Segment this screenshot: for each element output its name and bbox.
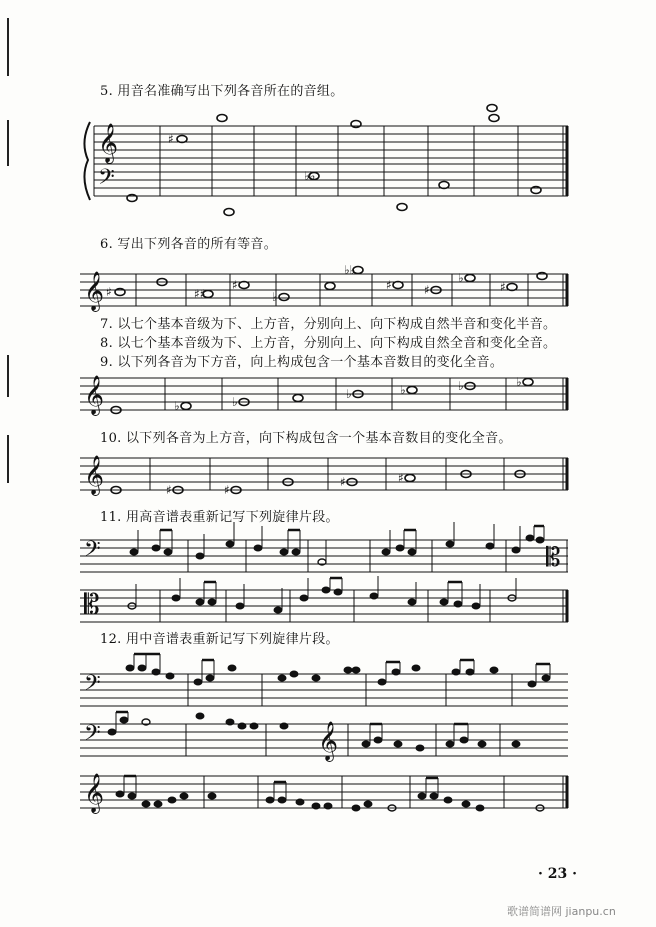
melody-notes <box>108 522 550 811</box>
svg-text:♯: ♯ <box>106 285 112 299</box>
svg-text:♭: ♭ <box>272 290 278 304</box>
ex11-staff-1 <box>80 540 568 572</box>
svg-text:♭♭: ♭♭ <box>304 169 316 183</box>
exercise-8-heading: 8. 以七个基本音级为下、上方音，分别向上、向下构成自然全音和变化全音。 <box>100 336 557 351</box>
svg-text:♯: ♯ <box>424 283 430 297</box>
svg-text:♯: ♯ <box>168 132 174 146</box>
exercise-10-heading: 10. 以下列各音为上方音，向下构成包含一个基本音数目的变化全音。 <box>100 431 512 446</box>
accidentals <box>106 132 522 497</box>
exercise-9-heading: 9. 以下列各音为下方音，向上构成包含一个基本音数目的变化全音。 <box>100 355 504 370</box>
exercise-11-heading: 11. 用高音谱表重新记写下列旋律片段。 <box>100 510 339 525</box>
svg-text:♯: ♯ <box>386 278 392 292</box>
svg-text:♯: ♯ <box>398 471 404 485</box>
whole-notes <box>111 105 547 494</box>
alto-clef-icon: 𝄡 <box>546 543 561 573</box>
exercise-7-heading: 7. 以七个基本音级为下、上方音，分别向上、向下构成自然半音和变化半音。 <box>100 317 557 332</box>
alto-clef-icon: 𝄡 <box>84 588 100 621</box>
ex5-bass-staff <box>94 164 568 196</box>
svg-text:♯: ♯ <box>500 280 506 294</box>
svg-text:♯: ♯ <box>224 483 230 497</box>
bass-clef-icon: 𝄢 <box>84 671 101 701</box>
treble-clef-icon: 𝄞 <box>84 455 105 495</box>
treble-clef-icon: 𝄞 <box>84 773 105 813</box>
ex5-treble-staff <box>94 126 568 158</box>
svg-text:♯: ♯ <box>166 483 172 497</box>
treble-clef-icon: 𝄞 <box>84 375 105 415</box>
svg-text:♯: ♯ <box>340 475 346 489</box>
page-number: · 23 · <box>538 866 577 882</box>
svg-text:♭: ♭ <box>174 399 180 413</box>
svg-text:♭: ♭ <box>400 383 406 397</box>
svg-text:♭♭: ♭♭ <box>344 263 356 277</box>
svg-text:♯: ♯ <box>232 278 238 292</box>
exercise-5-heading: 5. 用音名准确写出下列各音所在的音组。 <box>100 84 344 99</box>
svg-text:♭: ♭ <box>346 387 352 401</box>
treble-clef-icon: 𝄞 <box>98 123 119 163</box>
ex9-staff <box>80 378 568 410</box>
exercise-12-heading: 12. 用中音谱表重新记写下列旋律片段。 <box>100 632 339 647</box>
ex6-staff <box>80 274 568 306</box>
bass-clef-icon: 𝄢 <box>84 537 101 567</box>
svg-text:♭: ♭ <box>232 395 238 409</box>
treble-clef-icon: 𝄞 <box>318 721 339 761</box>
ex12-staff-1 <box>80 674 568 706</box>
ex12-staff-3 <box>80 776 568 808</box>
svg-text:♭: ♭ <box>458 271 464 285</box>
svg-text:♭: ♭ <box>516 375 522 389</box>
watermark: 歌谱简谱网 jianpu.cn <box>507 905 616 918</box>
ex5-brace <box>84 122 90 200</box>
ex11-staff-2 <box>80 590 568 622</box>
ex10-staff <box>80 458 568 490</box>
treble-clef-icon: 𝄞 <box>84 271 105 311</box>
bass-clef-icon: 𝄢 <box>84 721 101 751</box>
bass-clef-icon: 𝄢 <box>98 165 115 195</box>
exercise-6-heading: 6. 写出下列各音的所有等音。 <box>100 237 278 252</box>
svg-text:♭: ♭ <box>458 379 464 393</box>
svg-text:♯♯: ♯♯ <box>194 287 206 301</box>
